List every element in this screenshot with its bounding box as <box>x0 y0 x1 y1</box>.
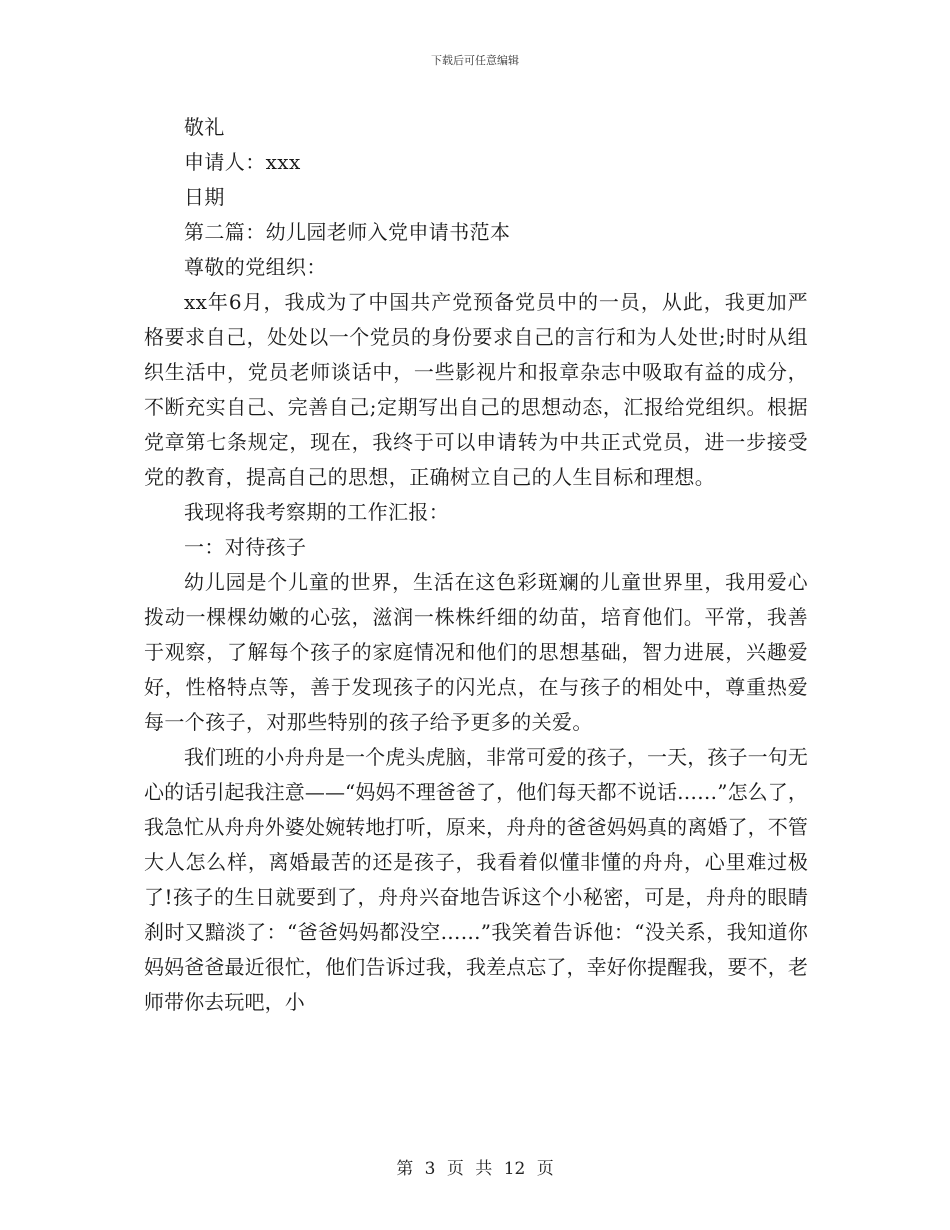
paragraph-report-lead: 我现将我考察期的工作汇报： <box>184 500 450 524</box>
greeting: 尊敬的党组织： <box>184 255 327 279</box>
applicant-line: 申请人：xxx <box>184 150 301 174</box>
paragraph-intro: xx年6月，我成为了中国共产党预备党员中的一员，从此，我更加严格要求自己，处处以一个党员的身份要求自己的言行和为人处世;时时从组织生活中，党员老师谈话中，一些影视片和报章杂志中吸取有益的成分，不断充实自己、完善自己;定期写出自己的思想动态，汇报给党组织。根据党章第七条规定，现在，我终于可以申请转为中共正式党员，进一步接受党的教育，提高自己的思想，正确树立自己的人生目标和理想。 <box>144 290 808 489</box>
page-number: 第 3 页 共 12 页 <box>396 1159 554 1179</box>
page-header-note: 下载后可任意编辑 <box>431 54 519 67</box>
subheading-children: 一：对待孩子 <box>184 535 307 559</box>
paragraph-kindergarten: 幼儿园是个儿童的世界，生活在这色彩斑斓的儿童世界里，我用爱心拨动一棵棵幼嫩的心弦，滋润一株株纤细的幼苗，培育他们。平常，我善于观察，了解每个孩子的家庭情况和他们的思想基础，智力进展，兴趣爱好，性格特点等，善于发现孩子的闪光点，在与孩子的相处中，尊重热爱每一个孩子，对那些特别的孩子给予更多的关爱。 <box>144 570 808 734</box>
closing-salutation: 敬礼 <box>184 115 225 139</box>
section-title: 第二篇：幼儿园老师入党申请书范本 <box>184 220 511 244</box>
paragraph-zhouzhou: 我们班的小舟舟是一个虎头虎脑，非常可爱的孩子，一天，孩子一句无心的话引起我注意——“妈妈不理爸爸了，他们每天都不说话……”怎么了，我急忙从舟舟外婆处婉转地打听，原来，舟舟的爸爸妈妈真的离婚了，不管大人怎么样，离婚最苦的还是孩子，我看着似懂非懂的舟舟，心里难过极了!孩子的生日就要到了，舟舟兴奋地告诉这个小秘密，可是，舟舟的眼睛刹时又黯淡了：“爸爸妈妈都没空……”我笑着告诉他：“没关系，我知道你妈妈爸爸最近很忙，他们告诉过我，我差点忘了，幸好你提醒我，要不，老师带你去玩吧，小 <box>144 745 808 1014</box>
document-body <box>144 110 808 1020</box>
date-line: 日期 <box>184 185 225 209</box>
